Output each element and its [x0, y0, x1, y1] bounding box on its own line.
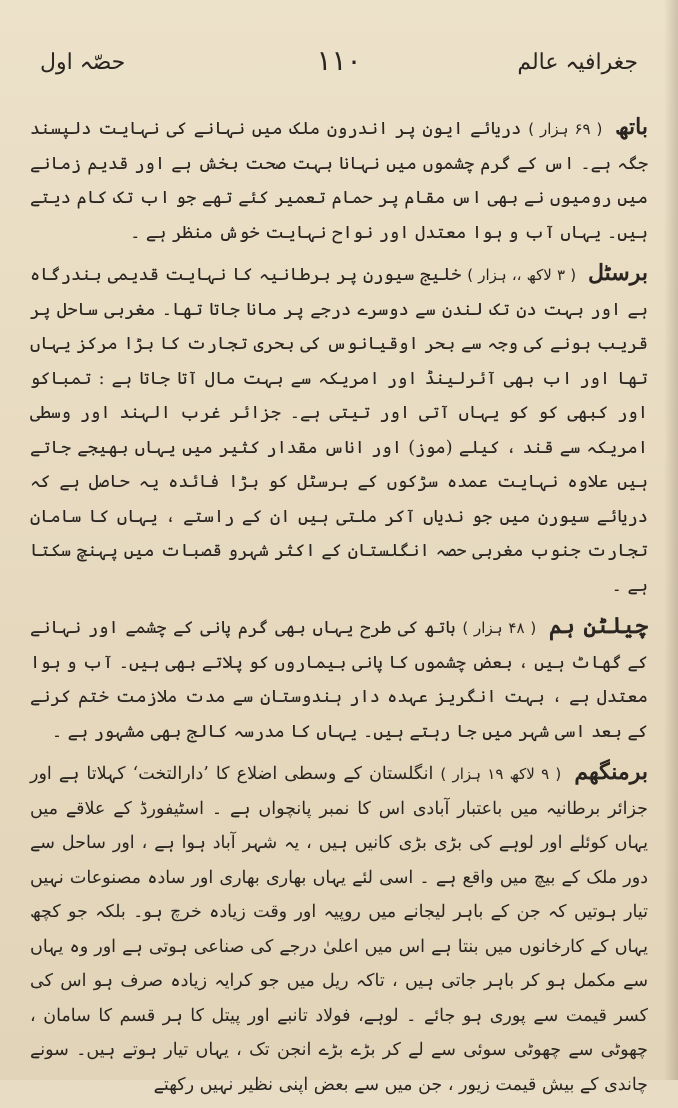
entry-bath — [30, 110, 648, 250]
entry-text: انگلستان کے وسطی اضلاع کا ’دارالتخت‘ کہلاتا ہے اور جزائر برطانیہ میں باعتبار آبادی اس کا نمبر پانچواں ہے ۔ اسٹیفورڈ کے علاقے میں یہاں کوئلے اور لوہے کی بڑی بڑی کانیں ہیں ، یہ شہر آباد ہوا ہے ، اور ساحل سے دور ملک کے بیچ میں واقع ہے ۔ اسی لئے یہاں بھاری بھاری اور سادہ مصنوعات نہیں تیار ہوتیں کہ جن کے باہر لیجانے میں روپیہ اور وقت زیادہ خرچ ہو۔ بلکہ جو کچھ یہاں کے کارخانوں میں بنتا ہے اس میں اعلیٰ درجے کی صناعی ہوتی ہے اور وہ یہاں سے مکمل ہو کر باہر جاتی ہیں ، تاکہ ریل میں جو کرایہ زیادہ صرف ہو اس کی کسر قیمت سے پوری ہو جائے ۔ لوہے، فولاد تانبے اور پیتل کا ہر قسم کا سامان ، چھوٹی سے چھوٹی سوئی سے لے کر بڑے بڑے انجن تک ، یہاں تیار ہوتے ہیں۔ سونے چاندی کے بیش قیمت زیور ، جن میں سے بعض اپنی نظیر نہیں رکھتے — [30, 764, 648, 1095]
page-number: ۱۱۰ — [316, 44, 362, 77]
entry-birmingham — [30, 755, 648, 1102]
entry-heading: برسٹل — [588, 260, 648, 286]
page-header — [40, 44, 638, 90]
page-body — [30, 110, 648, 1108]
population-figure: ( ۴۸ ہزار ) — [462, 619, 537, 637]
entry-cheltenham — [30, 609, 648, 749]
section-label: حصّہ اول — [40, 50, 126, 75]
population-figure: ( ۶۹ ہزار ) — [528, 120, 603, 138]
population-figure: ( ۹ لاکھ ۱۹ ہزار ) — [440, 765, 562, 783]
entry-heading: باتھ — [615, 114, 648, 140]
population-figure: ( ۳ لاکھ ،، ہزار ) — [467, 266, 577, 284]
entry-text: خلیج سیورن پر برطانیہ کا نہایت قدیمی بندرگاہ ہے اور بہت دن تک لندن سے دوسرے درجے پر مانا جاتا تھا۔ مغربی ساحل پر قریب ہونے کی وجہ سے بحر اوقیانوس کی بحری تجارت کا بڑا مرکز یہاں تھا اور اب بھی آئرلینڈ اور امریکہ سے بہت مال آتا جاتا ہے : تمباکو اور کبھی کو کو یہاں آتی اور تیتی ہے۔ جزائر غرب الہند اور وسطی امریکہ سے قند ، کیلے (موز) اور اناس مقدار کثیر میں یہاں بھیجے جاتے ہیں علاوہ نہایت عمدہ سڑکوں کے برسٹل کو بڑا فائدہ یہ حاصل ہے کہ دریائے سیورن میں جو ندیاں آکر ملتی ہیں ان کے راستے ، یہاں کا سامان تجارت جنوب مغربی حصہ انگلستان کے اکثر شہرو قصبات میں پہنچ سکتا ہے ۔ — [30, 265, 648, 596]
running-title: جغرافیہ عالم — [517, 50, 638, 75]
entry-text: دریائے ایون پر اندرون ملک میں نہانے کی نہایت دلپسند جگہ ہے۔ اس کے گرم چشموں میں نہانا بہت صحت بخش ہے اور قدیم زمانے میں رومیوں نے بھی اس مقام پر حمام تعمیر کئے تھے جو اب تک کام دیتے ہیں۔ یہاں آب و ہوا معتدل اور نواح نہایت خوش منظر ہے ۔ — [30, 119, 648, 243]
entry-heading: برمنگھم — [574, 759, 648, 785]
entry-text: باتھ کی طرح یہاں بھی گرم پانی کے چشمے اور نہانے کے گھاٹ ہیں ، بعض چشموں کا پانی بیماروں کو پلاتے بھی ہیں۔ آب و ہوا معتدل ہے ، بہت انگریز عہدہ دار ہندوستان سے مدت ملازمت ختم کرنے کے بعد اسی شہر میں جا رہتے ہیں۔ یہاں کا مدرسہ کالج بھی مشہور ہے ۔ — [30, 618, 648, 742]
entry-bristol — [30, 256, 648, 603]
entry-heading: چیلٹن ہم — [548, 613, 648, 639]
page-spine-shadow — [664, 0, 678, 1080]
